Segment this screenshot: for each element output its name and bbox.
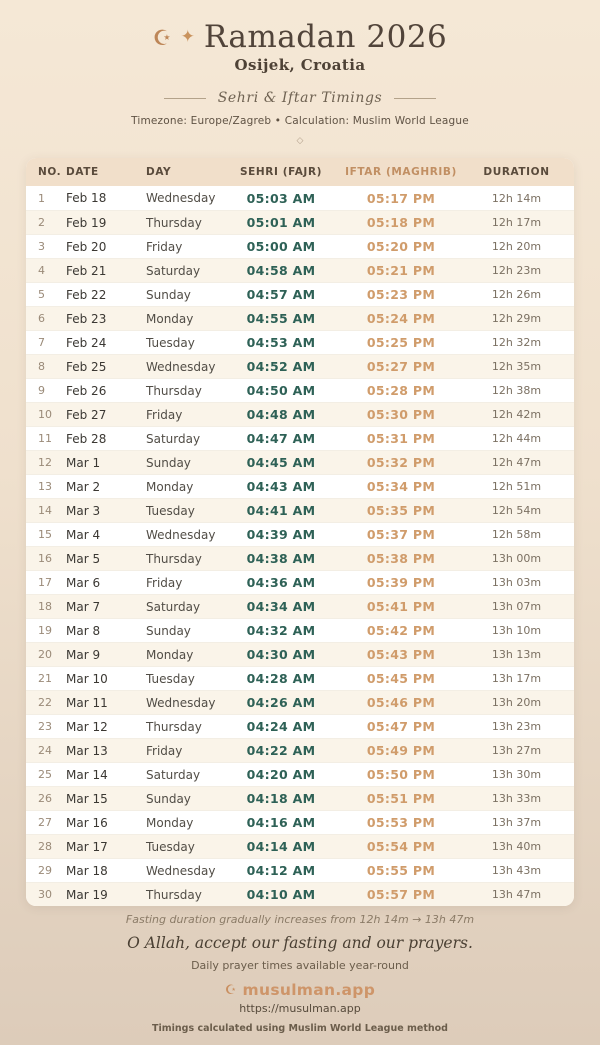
table-row <box>26 234 574 258</box>
row-duration: 13h 37m <box>491 816 542 829</box>
row-iftar-time: 05:37 PM <box>366 527 436 542</box>
row-duration: 12h 51m <box>491 480 542 493</box>
row-number: 3 <box>38 240 45 253</box>
row-date: Feb 18 <box>66 191 107 205</box>
row-sehri-time: 05:01 AM <box>246 215 316 230</box>
diamond-ornament-icon: ◇ <box>296 136 304 146</box>
row-iftar-time: 05:35 PM <box>366 503 436 518</box>
row-iftar-time: 05:23 PM <box>366 287 436 302</box>
row-duration: 13h 40m <box>491 840 542 853</box>
row-iftar-time: 05:51 PM <box>366 791 436 806</box>
column-header-date: DATE <box>66 166 99 178</box>
row-duration: 12h 26m <box>491 288 542 301</box>
table-row <box>26 594 574 618</box>
column-header-duration: DURATION <box>483 166 550 178</box>
row-day: Sunday <box>146 287 191 302</box>
row-date: Mar 8 <box>66 623 101 638</box>
row-number: 24 <box>38 744 52 757</box>
row-number: 26 <box>38 792 52 805</box>
row-duration: 13h 43m <box>491 864 542 877</box>
table-row <box>26 378 574 402</box>
brand-line <box>0 981 600 999</box>
row-date: Mar 12 <box>66 719 108 734</box>
row-sehri-time: 04:32 AM <box>246 623 316 638</box>
poster-header <box>0 0 600 146</box>
row-duration: 12h 23m <box>491 264 542 277</box>
row-day: Wednesday <box>146 695 216 710</box>
row-day: Wednesday <box>146 191 216 205</box>
sparkle-icon: ✦ <box>180 27 195 47</box>
row-duration: 12h 29m <box>491 312 542 325</box>
row-date: Mar 3 <box>66 503 101 518</box>
row-day: Tuesday <box>146 503 195 518</box>
row-duration: 13h 23m <box>491 720 542 733</box>
location-title: Osijek, Croatia <box>234 56 366 74</box>
table-row <box>26 258 574 282</box>
row-sehri-time: 04:43 AM <box>246 479 316 494</box>
row-iftar-time: 05:20 PM <box>366 239 436 254</box>
row-duration: 13h 20m <box>491 696 542 709</box>
row-duration: 12h 58m <box>491 528 542 541</box>
row-number: 13 <box>38 480 52 493</box>
row-date: Mar 5 <box>66 551 101 566</box>
row-duration: 12h 32m <box>491 336 542 349</box>
table-row <box>26 738 574 762</box>
row-day: Wednesday <box>146 359 216 374</box>
column-header-day: DAY <box>146 166 172 178</box>
row-sehri-time: 04:48 AM <box>246 407 316 422</box>
row-day: Thursday <box>146 551 202 566</box>
row-day: Saturday <box>146 599 201 614</box>
row-duration: 13h 10m <box>491 624 542 637</box>
table-row <box>26 714 574 738</box>
row-sehri-time: 04:38 AM <box>246 551 316 566</box>
table-row <box>26 354 574 378</box>
row-sehri-time: 04:50 AM <box>246 383 316 398</box>
row-sehri-time: 04:22 AM <box>246 743 316 758</box>
row-iftar-time: 05:31 PM <box>366 431 436 446</box>
row-day: Saturday <box>146 767 201 782</box>
row-date: Mar 2 <box>66 479 101 494</box>
brand-url: https://musulman.app <box>239 1002 361 1015</box>
row-sehri-time: 04:57 AM <box>246 287 316 302</box>
table-row <box>26 522 574 546</box>
row-date: Mar 6 <box>66 575 101 590</box>
table-row <box>26 282 574 306</box>
row-duration: 13h 07m <box>491 600 542 613</box>
row-day: Friday <box>146 575 183 590</box>
table-row <box>26 402 574 426</box>
row-number: 4 <box>38 264 45 277</box>
timetable-header-row <box>26 158 574 186</box>
row-day: Sunday <box>146 623 191 638</box>
table-row <box>26 810 574 834</box>
row-iftar-time: 05:54 PM <box>366 839 436 854</box>
row-number: 17 <box>38 576 52 589</box>
row-iftar-time: 05:21 PM <box>366 263 436 278</box>
table-row <box>26 306 574 330</box>
row-sehri-time: 04:20 AM <box>246 767 316 782</box>
crescent-icon: ☪ <box>152 26 172 50</box>
row-iftar-time: 05:28 PM <box>366 383 436 398</box>
row-day: Thursday <box>146 887 202 902</box>
row-sehri-time: 04:26 AM <box>246 695 316 710</box>
row-sehri-time: 04:45 AM <box>246 455 316 470</box>
row-number: 19 <box>38 624 52 637</box>
row-sehri-time: 04:12 AM <box>246 863 316 878</box>
row-date: Mar 13 <box>66 743 108 758</box>
table-row <box>26 450 574 474</box>
calculation-method-note: Timings calculated using Muslim World League method <box>152 1023 448 1034</box>
row-number: 15 <box>38 528 52 541</box>
column-header-iftar: IFTAR (MAGHRIB) <box>345 166 457 178</box>
table-row <box>26 762 574 786</box>
timetable-card <box>26 158 574 906</box>
row-number: 29 <box>38 864 52 877</box>
row-iftar-time: 05:38 PM <box>366 551 436 566</box>
row-date: Feb 21 <box>66 263 107 278</box>
row-sehri-time: 04:14 AM <box>246 839 316 854</box>
row-date: Feb 24 <box>66 335 107 350</box>
table-row <box>26 858 574 882</box>
table-row <box>26 186 574 210</box>
row-day: Thursday <box>146 215 202 230</box>
row-sehri-time: 04:34 AM <box>246 599 316 614</box>
row-iftar-time: 05:53 PM <box>366 815 436 830</box>
subtitle-rule-right <box>394 98 436 99</box>
table-row <box>26 642 574 666</box>
row-day: Sunday <box>146 455 191 470</box>
row-day: Monday <box>146 647 194 662</box>
row-day: Saturday <box>146 263 201 278</box>
row-date: Feb 25 <box>66 359 107 374</box>
row-number: 23 <box>38 720 52 733</box>
row-duration: 12h 47m <box>491 456 542 469</box>
row-number: 14 <box>38 504 52 517</box>
row-sehri-time: 04:30 AM <box>246 647 316 662</box>
subtitle-line <box>0 90 600 106</box>
row-day: Wednesday <box>146 863 216 878</box>
row-sehri-time: 05:03 AM <box>246 190 316 206</box>
row-day: Friday <box>146 239 183 254</box>
row-date: Mar 10 <box>66 671 108 686</box>
row-iftar-time: 05:25 PM <box>366 335 436 350</box>
row-day: Friday <box>146 407 183 422</box>
row-number: 28 <box>38 840 52 853</box>
row-day: Thursday <box>146 719 202 734</box>
column-header-sehri: SEHRI (FAJR) <box>239 166 323 178</box>
row-sehri-time: 04:47 AM <box>246 431 316 446</box>
table-row <box>26 570 574 594</box>
row-date: Mar 1 <box>66 455 101 470</box>
brand-crescent-icon: ☪ <box>224 982 237 998</box>
row-sehri-time: 04:24 AM <box>246 719 316 734</box>
row-duration: 13h 13m <box>491 648 542 661</box>
timezone-calculation-meta: Timezone: Europe/Zagreb • Calculation: Muslim World League <box>131 115 469 127</box>
row-date: Feb 20 <box>66 239 107 254</box>
subtitle: Sehri & Iftar Timings <box>217 90 383 106</box>
poster-footer <box>0 913 600 1034</box>
row-iftar-time: 05:45 PM <box>366 671 436 686</box>
row-duration: 13h 00m <box>491 552 542 565</box>
table-row <box>26 834 574 858</box>
row-day: Sunday <box>146 791 191 806</box>
row-number: 9 <box>38 384 45 397</box>
row-day: Tuesday <box>146 671 195 686</box>
row-date: Mar 16 <box>66 815 108 830</box>
row-day: Tuesday <box>146 335 195 350</box>
row-sehri-time: 04:36 AM <box>246 575 316 590</box>
table-row <box>26 426 574 450</box>
row-iftar-time: 05:32 PM <box>366 455 436 470</box>
row-sehri-time: 04:41 AM <box>246 503 316 518</box>
row-sehri-time: 04:58 AM <box>246 263 316 278</box>
row-sehri-time: 04:39 AM <box>246 527 316 542</box>
availability-note: Daily prayer times available year-round <box>191 959 409 972</box>
row-day: Monday <box>146 479 194 494</box>
row-number: 5 <box>38 288 45 301</box>
table-row <box>26 474 574 498</box>
row-date: Feb 23 <box>66 311 107 326</box>
row-iftar-time: 05:42 PM <box>366 623 436 638</box>
row-number: 22 <box>38 696 52 709</box>
row-number: 1 <box>38 191 45 205</box>
table-row <box>26 210 574 234</box>
row-iftar-time: 05:55 PM <box>366 863 436 878</box>
row-sehri-time: 04:52 AM <box>246 359 316 374</box>
row-number: 7 <box>38 336 45 349</box>
row-duration: 12h 44m <box>491 432 542 445</box>
table-row <box>26 546 574 570</box>
row-duration: 12h 38m <box>491 384 542 397</box>
row-date: Mar 15 <box>66 791 108 806</box>
row-number: 21 <box>38 672 52 685</box>
row-iftar-time: 05:57 PM <box>366 887 436 902</box>
row-number: 12 <box>38 456 52 469</box>
brand-name: musulman.app <box>242 981 376 999</box>
title-line <box>0 19 600 55</box>
table-row <box>26 330 574 354</box>
row-sehri-time: 04:53 AM <box>246 335 316 350</box>
table-row <box>26 666 574 690</box>
row-date: Feb 26 <box>66 383 107 398</box>
table-row <box>26 786 574 810</box>
row-sehri-time: 04:18 AM <box>246 791 316 806</box>
row-number: 27 <box>38 816 52 829</box>
row-day: Thursday <box>146 383 202 398</box>
row-date: Feb 22 <box>66 287 107 302</box>
row-duration: 12h 20m <box>491 240 542 253</box>
row-duration: 12h 17m <box>491 216 542 229</box>
row-iftar-time: 05:43 PM <box>366 647 436 662</box>
row-day: Tuesday <box>146 839 195 854</box>
row-duration: 12h 42m <box>491 408 542 421</box>
table-row <box>26 690 574 714</box>
row-iftar-time: 05:47 PM <box>366 719 436 734</box>
row-number: 25 <box>38 768 52 781</box>
row-number: 30 <box>38 888 52 901</box>
row-number: 6 <box>38 312 45 325</box>
row-date: Feb 27 <box>66 407 107 422</box>
row-iftar-time: 05:49 PM <box>366 743 436 758</box>
column-header-no: NO. <box>38 166 62 178</box>
row-duration: 13h 30m <box>491 768 542 781</box>
row-duration: 12h 54m <box>491 504 542 517</box>
row-sehri-time: 04:10 AM <box>246 887 316 902</box>
row-number: 11 <box>38 432 52 445</box>
row-iftar-time: 05:27 PM <box>366 359 436 374</box>
duration-trend-note: Fasting duration gradually increases from 12h 14m → 13h 47m <box>125 913 475 926</box>
row-duration: 13h 33m <box>491 792 542 805</box>
row-duration: 12h 14m <box>491 191 542 205</box>
row-iftar-time: 05:18 PM <box>366 215 436 230</box>
row-iftar-time: 05:30 PM <box>366 407 436 422</box>
row-day: Monday <box>146 815 194 830</box>
timetable-body <box>26 186 574 906</box>
subtitle-rule-left <box>164 98 206 99</box>
row-duration: 12h 35m <box>491 360 542 373</box>
row-date: Mar 14 <box>66 767 108 782</box>
row-iftar-time: 05:41 PM <box>366 599 436 614</box>
row-date: Mar 17 <box>66 839 108 854</box>
row-number: 16 <box>38 552 52 565</box>
row-iftar-time: 05:17 PM <box>366 190 436 206</box>
row-number: 10 <box>38 408 52 421</box>
row-date: Mar 7 <box>66 599 101 614</box>
row-sehri-time: 04:16 AM <box>246 815 316 830</box>
row-number: 8 <box>38 360 45 373</box>
row-date: Mar 4 <box>66 527 101 542</box>
row-number: 18 <box>38 600 52 613</box>
row-date: Mar 11 <box>66 695 108 710</box>
row-number: 20 <box>38 648 52 661</box>
row-iftar-time: 05:34 PM <box>366 479 436 494</box>
row-iftar-time: 05:24 PM <box>366 311 436 326</box>
row-duration: 13h 03m <box>491 576 542 589</box>
table-row <box>26 498 574 522</box>
row-date: Mar 9 <box>66 647 101 662</box>
row-iftar-time: 05:50 PM <box>366 767 436 782</box>
row-day: Monday <box>146 311 194 326</box>
row-iftar-time: 05:39 PM <box>366 575 436 590</box>
row-date: Feb 28 <box>66 431 107 446</box>
row-day: Wednesday <box>146 527 216 542</box>
row-date: Feb 19 <box>66 215 107 230</box>
row-day: Friday <box>146 743 183 758</box>
page-title: Ramadan 2026 <box>203 19 448 55</box>
row-sehri-time: 04:55 AM <box>246 311 316 326</box>
table-row <box>26 882 574 906</box>
row-date: Mar 18 <box>66 863 108 878</box>
row-sehri-time: 04:28 AM <box>246 671 316 686</box>
table-row <box>26 618 574 642</box>
row-iftar-time: 05:46 PM <box>366 695 436 710</box>
row-date: Mar 19 <box>66 887 108 902</box>
dua-text: O Allah, accept our fasting and our prayers. <box>127 934 473 952</box>
row-duration: 13h 17m <box>491 672 542 685</box>
row-sehri-time: 05:00 AM <box>246 239 316 254</box>
row-duration: 13h 27m <box>491 744 542 757</box>
row-number: 2 <box>38 216 45 229</box>
row-duration: 13h 47m <box>491 888 542 901</box>
row-day: Saturday <box>146 431 201 446</box>
